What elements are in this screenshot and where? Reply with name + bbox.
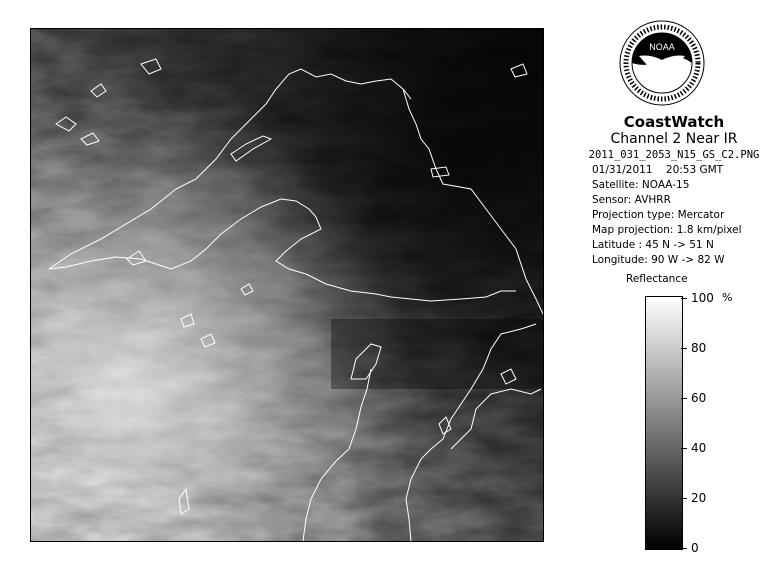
- scale-tick-mark: [681, 398, 687, 399]
- noaa-logo: [619, 20, 705, 106]
- latitude-range: Latitude : 45 N -> 51 N: [592, 239, 714, 251]
- scale-tick-label: 80: [691, 341, 707, 355]
- color-scale-bar: [645, 296, 683, 550]
- map-projection: Map projection: 1.8 km/pixel: [592, 224, 742, 236]
- scale-tick-mark: [681, 498, 687, 499]
- acquisition-time: 20:53 GMT: [665, 164, 724, 176]
- scale-tick-label: 60: [691, 391, 707, 405]
- brand-title: CoastWatch: [623, 113, 725, 131]
- scale-unit: %: [722, 291, 733, 304]
- scale-tick-label: 20: [691, 491, 707, 505]
- scale-tick-label: 100: [691, 291, 714, 305]
- scale-tick-mark: [681, 348, 687, 349]
- logo-text: NOAA: [649, 42, 675, 52]
- acquisition-datetime: [592, 164, 723, 176]
- scale-tick-mark: [681, 298, 687, 299]
- longitude-range: Longitude: 90 W -> 82 W: [592, 254, 725, 266]
- satellite-label: Satellite: NOAA-15: [592, 179, 690, 191]
- scale-tick-mark: [681, 448, 687, 449]
- acquisition-date: 01/31/2011: [592, 164, 653, 176]
- sensor-label: Sensor: AVHRR: [592, 194, 671, 206]
- satellite-image: [30, 28, 544, 542]
- scale-tick-label: 40: [691, 441, 707, 455]
- scale-title: Reflectance: [626, 273, 688, 285]
- projection-type: Projection type: Mercator: [592, 209, 725, 221]
- channel-label: Channel 2 Near IR: [610, 131, 738, 147]
- scale-tick-label: 0: [691, 541, 699, 555]
- file-name: 2011_031_2053_N15_GS_C2.PNG: [588, 149, 760, 161]
- scale-tick-mark: [681, 548, 687, 549]
